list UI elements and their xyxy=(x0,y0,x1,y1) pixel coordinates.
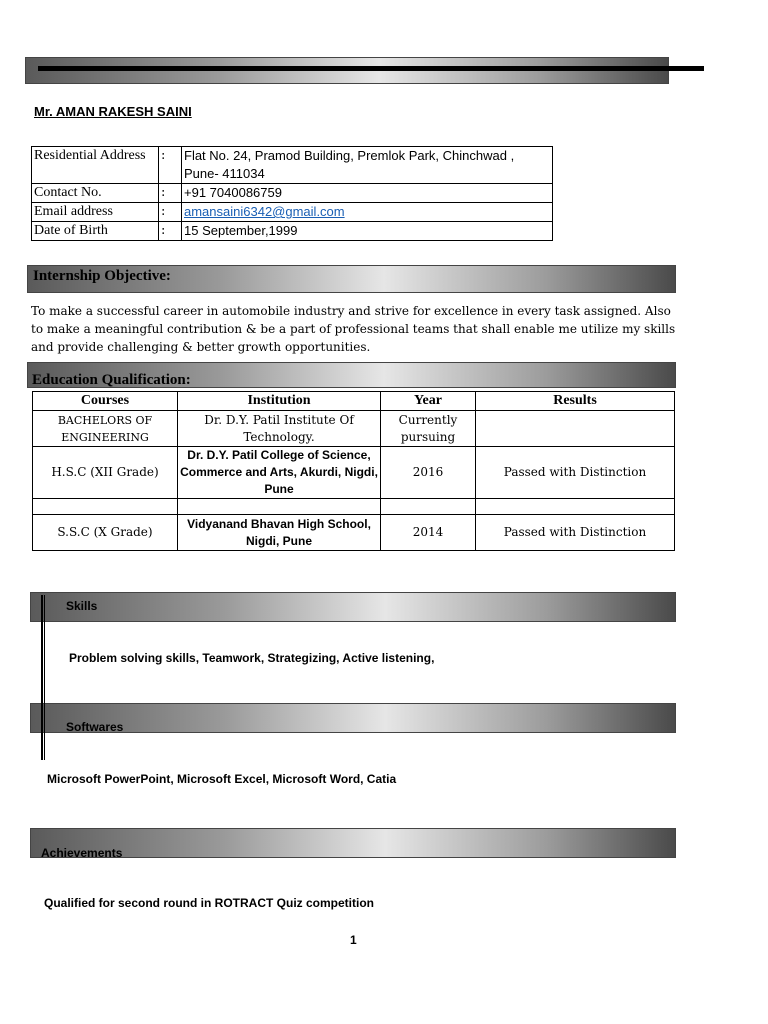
header-rule-line xyxy=(38,66,704,71)
year-cell: 2016 xyxy=(381,447,476,499)
column-header: Year xyxy=(381,392,476,411)
institution-cell xyxy=(178,499,381,515)
table-header-row xyxy=(33,392,675,411)
table-row xyxy=(32,184,553,203)
result-cell xyxy=(476,499,675,515)
dob-value: 15 September,1999 xyxy=(182,222,553,241)
decorative-vertical-line xyxy=(41,595,43,760)
table-row xyxy=(33,515,675,551)
achievements-section-bar xyxy=(30,828,676,858)
email-cell xyxy=(182,203,553,222)
course-cell xyxy=(33,499,178,515)
table-row xyxy=(33,499,675,515)
skills-section-bar xyxy=(30,592,676,622)
address-value: Flat No. 24, Pramod Building, Premlok Park, Chinchwad , Pune- 411034 xyxy=(182,147,553,184)
colon: : xyxy=(159,222,182,241)
contact-label: Contact No. xyxy=(32,184,159,203)
softwares-text: Microsoft PowerPoint, Microsoft Excel, Microsoft Word, Catia xyxy=(47,772,397,786)
course-cell: S.S.C (X Grade) xyxy=(33,515,178,551)
course-cell: H.S.C (XII Grade) xyxy=(33,447,178,499)
skills-text: Problem solving skills, Teamwork, Strategizing, Active listening, xyxy=(69,651,435,665)
institution-cell: Dr. D.Y. Patil College of Science, Commerce and Arts, Akurdi, Nigdi, Pune xyxy=(178,447,381,499)
colon: : xyxy=(159,147,182,184)
result-cell: Passed with Distinction xyxy=(476,515,675,551)
email-link[interactable]: amansaini6342@gmail.com xyxy=(184,204,345,219)
colon: : xyxy=(159,203,182,222)
result-cell xyxy=(476,411,675,447)
objective-text: To make a successful career in automobile industry and strive for excellence in every task assigned. Also to make a meaningful contribution & be a part of professional teams that shall enable me utilize my skills and provide challenging & better growth opportunities. xyxy=(31,304,676,354)
column-header: Institution xyxy=(178,392,381,411)
column-header: Courses xyxy=(33,392,178,411)
address-label: Residential Address xyxy=(32,147,159,184)
course-cell: BACHELORS OF ENGINEERING xyxy=(33,411,178,447)
personal-details-table xyxy=(31,146,553,241)
email-label: Email address xyxy=(32,203,159,222)
page-number: 1 xyxy=(350,933,357,947)
year-cell: Currently pursuing xyxy=(381,411,476,447)
table-row xyxy=(32,147,553,184)
education-table xyxy=(32,391,675,551)
objective-title: Internship Objective: xyxy=(33,268,171,284)
softwares-section-bar xyxy=(30,703,676,733)
softwares-title: Softwares xyxy=(66,720,124,734)
contact-value: +91 7040086759 xyxy=(182,184,553,203)
decorative-vertical-line xyxy=(44,595,45,760)
dob-label: Date of Birth xyxy=(32,222,159,241)
institution-cell: Vidyanand Bhavan High School, Nigdi, Pune xyxy=(178,515,381,551)
achievements-text: Qualified for second round in ROTRACT Quiz competition xyxy=(44,896,374,910)
year-cell xyxy=(381,499,476,515)
table-row xyxy=(32,203,553,222)
table-row xyxy=(32,222,553,241)
result-cell: Passed with Distinction xyxy=(476,447,675,499)
column-header: Results xyxy=(476,392,675,411)
table-row xyxy=(33,411,675,447)
colon: : xyxy=(159,184,182,203)
education-title: Education Qualification: xyxy=(32,372,191,388)
skills-title: Skills xyxy=(66,599,98,613)
achievements-title: Achievements xyxy=(41,846,123,860)
table-row xyxy=(33,447,675,499)
year-cell: 2014 xyxy=(381,515,476,551)
candidate-name: Mr. AMAN RAKESH SAINI xyxy=(34,104,192,119)
institution-cell: Dr. D.Y. Patil Institute Of Technology. xyxy=(178,411,381,447)
